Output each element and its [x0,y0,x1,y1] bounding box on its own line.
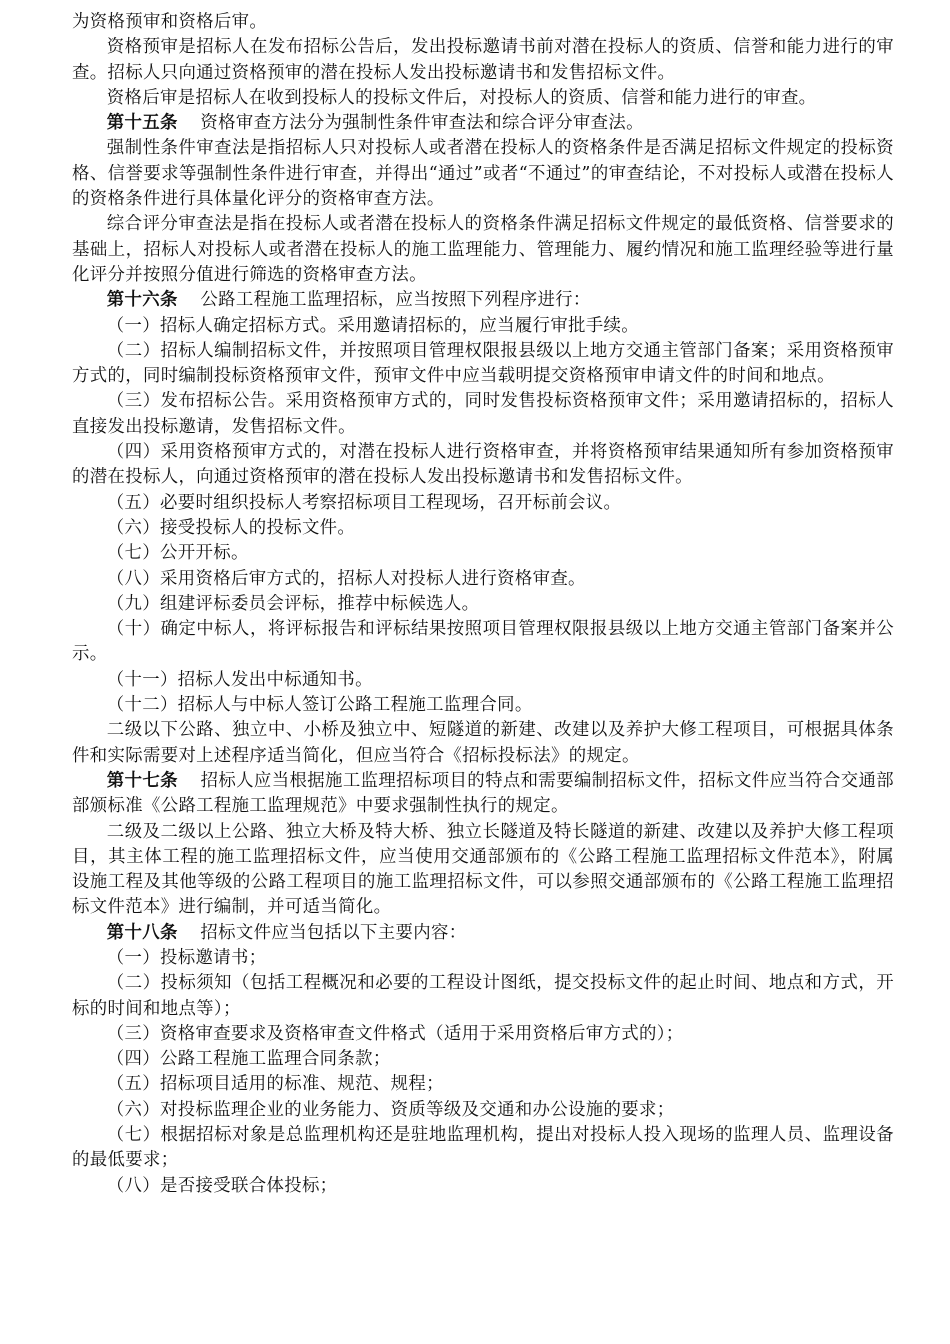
article-label: 第十六条 [106,290,178,311]
list-item: （七）根据招标对象是总监理机构还是驻地监理机构，提出对投标人投入现场的监理人员、监理设备的最低要求； [72,1125,894,1171]
list-item: （四）采用资格预审方式的，对潜在投标人进行资格审查，并将资格预审结果通知所有参加资格预审的潜在投标人，向通过资格预审的潜在投标人发出投标邀请书和发售招标文件。 [72,442,894,488]
list-item: （三）发布招标公告。采用资格预审方式的，同时发售投标资格预审文件；采用邀请招标的，招标人直接发出投标邀请，发售招标文件。 [72,391,894,437]
list-item: （一）投标邀请书； [106,947,267,968]
paragraph: 资格后审是招标人在收到投标人的投标文件后，对投标人的资质、信誉和能力进行的审查。 [106,87,817,108]
paragraph: 综合评分审查法是指在投标人或者潜在投标人的资格条件满足招标文件规定的最低资格、信誉要求的基础上，招标人对投标人或者潜在投标人的施工监理能力、管理能力、履约情况和施工监理经验等进行量化评分并按照分值进行筛选的资格审查方法。 [72,214,894,285]
list-item: （六）接受投标人的投标文件。 [106,517,356,538]
article-label: 第十五条 [106,113,178,134]
article-text: 招标人应当根据施工监理招标项目的特点和需要编制招标文件，招标文件应当符合交通部部颁标准《公路工程施工监理规范》中要求强制性执行的规定。 [72,770,894,817]
list-item: （十二）招标人与中标人签订公路工程施工监理合同。 [106,695,533,716]
article-label: 第十七条 [106,770,178,791]
list-item: （八）采用资格后审方式的，招标人对投标人进行资格审查。 [106,568,586,589]
article-paragraph [72,769,894,820]
paragraph: 强制性条件审查法是指招标人只对投标人或者潜在投标人的资格条件是否满足招标文件规定的投标资格、信誉要求等强制性条件进行审查，并得出“通过”或者“不通过”的审查结论，不对投标人或潜在投标人的资格条件进行具体量化评分的资格审查方法。 [72,138,894,210]
list-item: （一）招标人确定招标方式。采用邀请招标的，应当履行审批手续。 [106,315,640,336]
article-paragraph [72,111,894,136]
paragraph: 二级及二级以上公路、独立大桥及特大桥、独立长隧道及特长隧道的新建、改建以及养护大修工程项目，其主体工程的施工监理招标文件，应当使用交通部颁布的《公路工程施工监理招标文件范本》，附属设施工程及其他等级的公路工程项目的施工监理招标文件，可以参照交通部颁布的《公路工程施工监理招标文件范本》进行编制，并可适当简化。 [72,821,894,918]
article-text: 公路工程施工监理招标，应当按照下列程序进行： [200,290,591,311]
list-item: （十一）招标人发出中标通知书。 [106,669,373,690]
list-item: （五）必要时组织投标人考察招标项目工程现场，召开标前会议。 [106,492,622,513]
list-item: （五）招标项目适用的标准、规范、规程； [106,1074,444,1095]
article-label: 第十八条 [106,922,178,943]
list-item: （七）公开开标。 [106,543,249,564]
list-item: （六）对投标监理企业的业务能力、资质等级及交通和办公设施的要求； [106,1099,675,1120]
article-text: 招标文件应当包括以下主要内容： [200,922,467,943]
article-text: 资格审查方法分为强制性条件审查法和综合评分审查法。 [200,113,644,134]
list-item: （二）投标须知（包括工程概况和必要的工程设计图纸，提交投标文件的起止时间、地点和方式，开标的时间和地点等）； [72,973,894,1019]
paragraph: 为资格预审和资格后审。 [72,12,268,32]
list-item: （二）招标人编制招标文件，并按照项目管理权限报县级以上地方交通主管部门备案；采用资格预审方式的，同时编制投标资格预审文件，预审文件中应当载明提交资格预审申请文件的时间和地点。 [72,340,894,387]
document-page [72,10,894,1199]
paragraph: 资格预审是招标人在发布招标公告后，发出投标邀请书前对潜在投标人的资质、信誉和能力进行的审查。招标人只向通过资格预审的潜在投标人发出投标邀请书和发售招标文件。 [72,37,894,83]
paragraph: 二级以下公路、独立中、小桥及独立中、短隧道的新建、改建以及养护大修工程项目，可根据具体条件和实际需要对上述程序适当简化，但应当符合《招标投标法》的规定。 [72,720,894,766]
list-item: （十）确定中标人，将评标报告和评标结果按照项目管理权限报县级以上地方交通主管部门备案并公示。 [72,619,894,665]
list-item: （四）公路工程施工监理合同条款； [106,1049,391,1070]
article-paragraph [72,288,894,313]
list-item: （八）是否接受联合体投标； [106,1175,338,1196]
list-item: （九）组建评标委员会评标，推荐中标候选人。 [106,593,480,614]
article-paragraph [72,921,894,946]
list-item: （三）资格审查要求及资格审查文件格式（适用于采用资格后审方式的）； [106,1023,684,1044]
